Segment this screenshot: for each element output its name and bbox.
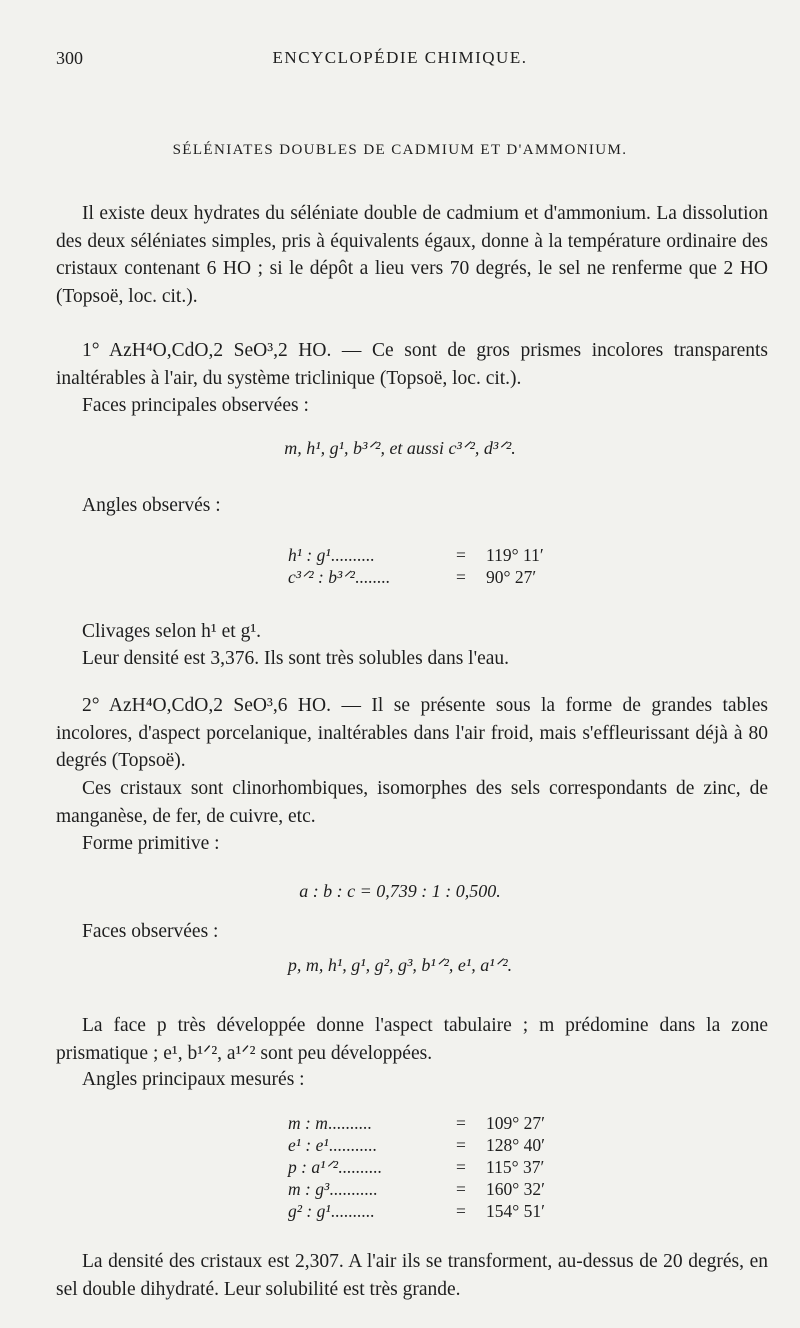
angle-row: m : g³........... = 160° 32′ bbox=[288, 1179, 545, 1199]
hydrate2-faces: p, m, h¹, g¹, g², g³, b¹ᐟ², e¹, a¹ᐟ². bbox=[287, 955, 513, 975]
hydrate1-description: — Ce sont de gros prismes incolores transparents inaltérables à l'air, du système triclinique (Topsoë, loc. cit.). bbox=[56, 340, 768, 389]
hydrate2-formula: 2° AzH⁴O,CdO,2 SeO³,6 HO. bbox=[82, 695, 331, 716]
hydrate2-conclusion: La densité des cristaux est 2,307. A l'air ils se transforment, au-dessus de 20 degrés, en sel double dihydraté. Leur solubilité est très grande. bbox=[56, 1251, 768, 1300]
hydrate2-primitive-label: Forme primitive : bbox=[82, 833, 220, 854]
angle-row: g² : g¹.......... = 154° 51′ bbox=[288, 1201, 545, 1221]
hydrate2-paragraph bbox=[56, 692, 768, 775]
running-title: ENCYCLOPÉDIE CHIMIQUE. bbox=[272, 48, 528, 67]
hydrate1-faces-label: Faces principales observées : bbox=[82, 395, 309, 416]
hydrate2-faces-label: Faces observées : bbox=[82, 921, 219, 942]
hydrate1-paragraph bbox=[56, 337, 768, 392]
section-title: SÉLÉNIATES DOUBLES DE CADMIUM ET D'AMMONIUM. bbox=[172, 142, 628, 158]
hydrate1-angles-table bbox=[288, 544, 544, 588]
intro-paragraph: Il existe deux hydrates du séléniate double de cadmium et d'ammonium. La dissolution des deux séléniates simples, pris à équivalents égaux, donne à la température ordinaire des cristaux contenant 6 HO ; si le dépôt a lieu vers 70 degrés, le sel ne renferme que 2 HO (Topsoë, loc. cit.). bbox=[56, 203, 768, 307]
angle-row: m : m.......... = 109° 27′ bbox=[288, 1113, 545, 1133]
page-number: 300 bbox=[56, 48, 83, 68]
angle-row: p : a¹ᐟ².......... = 115° 37′ bbox=[288, 1157, 545, 1177]
hydrate2-ratio: a : b : c = 0,739 : 1 : 0,500. bbox=[299, 881, 501, 901]
hydrate1-faces: m, h¹, g¹, b³ᐟ², et aussi c³ᐟ², d³ᐟ². bbox=[284, 438, 516, 458]
hydrate2-angles-label: Angles principaux mesurés : bbox=[82, 1069, 305, 1090]
angle-row: h¹ : g¹.......... = 119° 11′ bbox=[288, 545, 544, 565]
hydrate2-isomorph: Ces cristaux sont clinorhombiques, isomorphes des sels correspondants de zinc, de manganèse, de fer, de cuivre, etc. bbox=[56, 778, 768, 827]
angle-row: e¹ : e¹........... = 128° 40′ bbox=[288, 1135, 545, 1155]
hydrate1-cleavage: Clivages selon h¹ et g¹. bbox=[82, 621, 262, 642]
hydrate1-angles-label: Angles observés : bbox=[82, 495, 221, 516]
hydrate2-angles-table bbox=[288, 1112, 545, 1222]
angle-row: c³ᐟ² : b³ᐟ²........ = 90° 27′ bbox=[288, 567, 537, 587]
hydrate2-description: — Il se présente sous la forme de grandes tables incolores, d'aspect porcelanique, inaltérables dans l'air froid, mais s'effleurissant déjà à 80 degrés (Topsoë). bbox=[56, 695, 769, 771]
hydrate2-development: La face p très développée donne l'aspect tabulaire ; m prédomine dans la zone prismatique ; e¹, b¹ᐟ², a¹ᐟ² sont peu développées. bbox=[56, 1015, 768, 1064]
hydrate1-density: Leur densité est 3,376. Ils sont très solubles dans l'eau. bbox=[82, 648, 510, 669]
hydrate1-formula: 1° AzH⁴O,CdO,2 SeO³,2 HO. bbox=[82, 340, 332, 361]
